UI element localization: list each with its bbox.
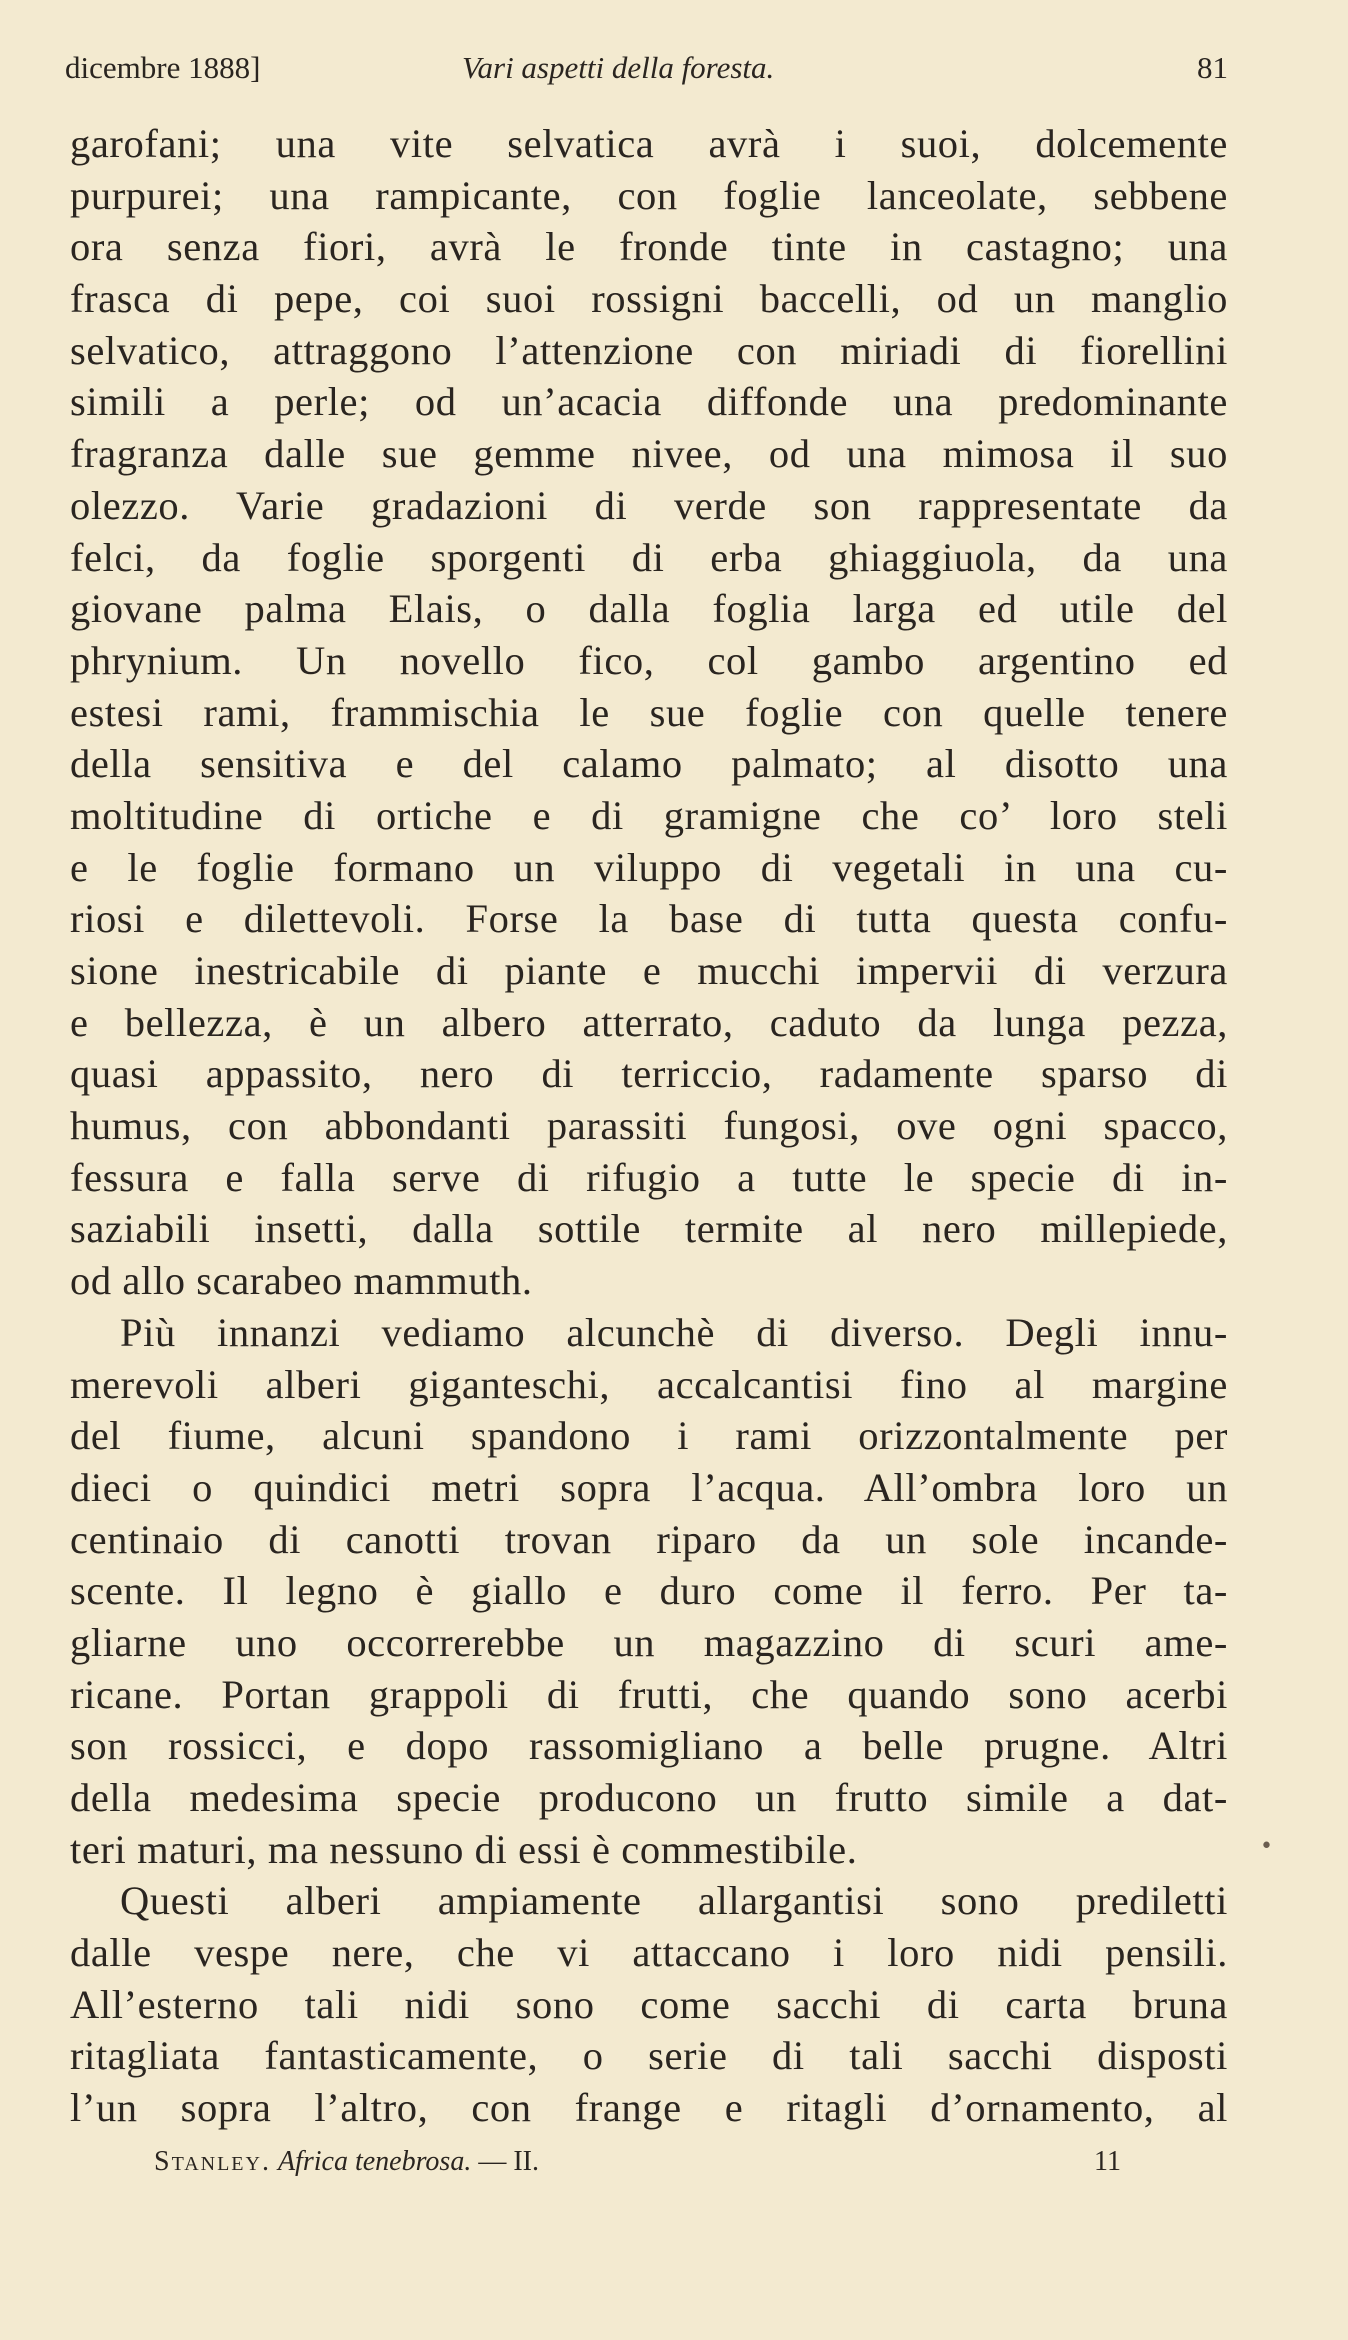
text-line: quasi appassito, nero di terriccio, radamente sparso di (70, 1051, 1228, 1097)
text-line: phrynium. Un novello fico, col gambo argentino ed (70, 637, 1228, 683)
text-line: selvatico, attraggono l’attenzione con miriadi di fiorellini (70, 327, 1228, 373)
text-line: fragranza dalle sue gemme nivee, od una mimosa il suo (70, 431, 1228, 477)
text-line: l’un sopra l’altro, con frange e ritagli d’ornamento, al (70, 2085, 1228, 2131)
text-line: sione inestricabile di piante e mucchi impervii di verzura (70, 948, 1228, 993)
text-line: teri maturi, ma nessuno di essi è commestibile. (70, 1826, 858, 1872)
text-line: ora senza fiori, avrà le fronde tinte in castagno; una (70, 224, 1228, 270)
text-line: della sensitiva e del calamo palmato; al disotto una (70, 741, 1228, 787)
text-line: Questi alberi ampiamente allargantisi sono prediletti (120, 1878, 1228, 1924)
text-line: del fiume, alcuni spandono i rami orizzontalmente per (70, 1413, 1228, 1459)
body-text (70, 118, 1228, 2134)
running-header (60, 46, 1228, 90)
text-line: ritagliata fantasticamente, o serie di tali sacchi disposti (70, 2033, 1228, 2079)
footer-author: Stanley. (154, 2146, 271, 2177)
text-line: estesi rami, frammischia le sue foglie con quelle tenere (70, 689, 1228, 735)
margin-mark: • (1260, 1834, 1273, 1859)
text-line: All’esterno tali nidi sono come sacchi di carta bruna (70, 1981, 1228, 2027)
text-line: felci, da foglie sporgenti di erba ghiaggiuola, da una (70, 534, 1228, 580)
text-line: giovane palma Elais, o dalla foglia larga ed utile del (70, 586, 1228, 632)
text-line: scente. Il legno è giallo e duro come il ferro. Per ta- (70, 1568, 1228, 1614)
text-line: dieci o quindici metri sopra l’acqua. All’ombra loro un (70, 1464, 1228, 1510)
text-line: moltitudine di ortiche e di gramigne che co’ loro steli (70, 792, 1228, 838)
text-line: olezzo. Varie gradazioni di verde son rappresentate da (70, 482, 1228, 528)
text-line: fessura e falla serve di rifugio a tutte le specie di in- (70, 1154, 1228, 1200)
text-line: gliarne uno occorrerebbe un magazzino di scuri ame- (70, 1619, 1228, 1665)
text-line: od allo scarabeo mammuth. (70, 1258, 533, 1304)
text-line: e le foglie formano un viluppo di vegetali in una cu- (70, 844, 1228, 890)
page-footer (154, 2142, 1154, 2182)
header-date: dicembre 1888] (65, 50, 261, 85)
text-line: purpurei; una rampicante, con foglie lanceolate, sebbene (70, 172, 1228, 218)
header-chapter-title: Vari aspetti della foresta. (462, 50, 775, 85)
text-line: saziabili insetti, dalla sottile termite al nero millepiede, (70, 1206, 1228, 1252)
text-line: e bellezza, è un albero atterrato, caduto da lunga pezza, (70, 999, 1228, 1045)
text-line: garofani; una vite selvatica avrà i suoi, dolcemente (70, 121, 1228, 166)
page-number: 81 (1197, 50, 1228, 85)
text-line: simili a perle; od un’acacia diffonde una predominante (70, 379, 1228, 425)
text-line: centinaio di canotti trovan riparo da un sole incande- (70, 1516, 1228, 1562)
text-line: della medesima specie producono un frutto simile a dat- (70, 1775, 1228, 1820)
text-line: dalle vespe nere, che vi attaccano i loro nidi pensili. (70, 1930, 1228, 1976)
text-line: son rossicci, e dopo rassomigliano a belle prugne. Altri (70, 1723, 1228, 1769)
text-line: riosi e dilettevoli. Forse la base di tutta questa confu- (70, 896, 1228, 942)
text-line: Più innanzi vediamo alcunchè di diverso. Degli innu- (120, 1309, 1228, 1355)
footer-signature: 11 (1094, 2146, 1121, 2177)
footer-volume: — II. (478, 2146, 539, 2177)
text-line: frasca di pepe, coi suoi rossigni baccelli, od un manglio (70, 276, 1228, 322)
text-line: humus, con abbondanti parassiti fungosi, ove ogni spacco, (70, 1103, 1228, 1149)
text-line: merevoli alberi giganteschi, accalcantisi fino al margine (70, 1361, 1228, 1407)
text-line: ricane. Portan grappoli di frutti, che quando sono acerbi (70, 1671, 1228, 1717)
footer-book-title: Africa tenebrosa. (277, 2146, 472, 2177)
